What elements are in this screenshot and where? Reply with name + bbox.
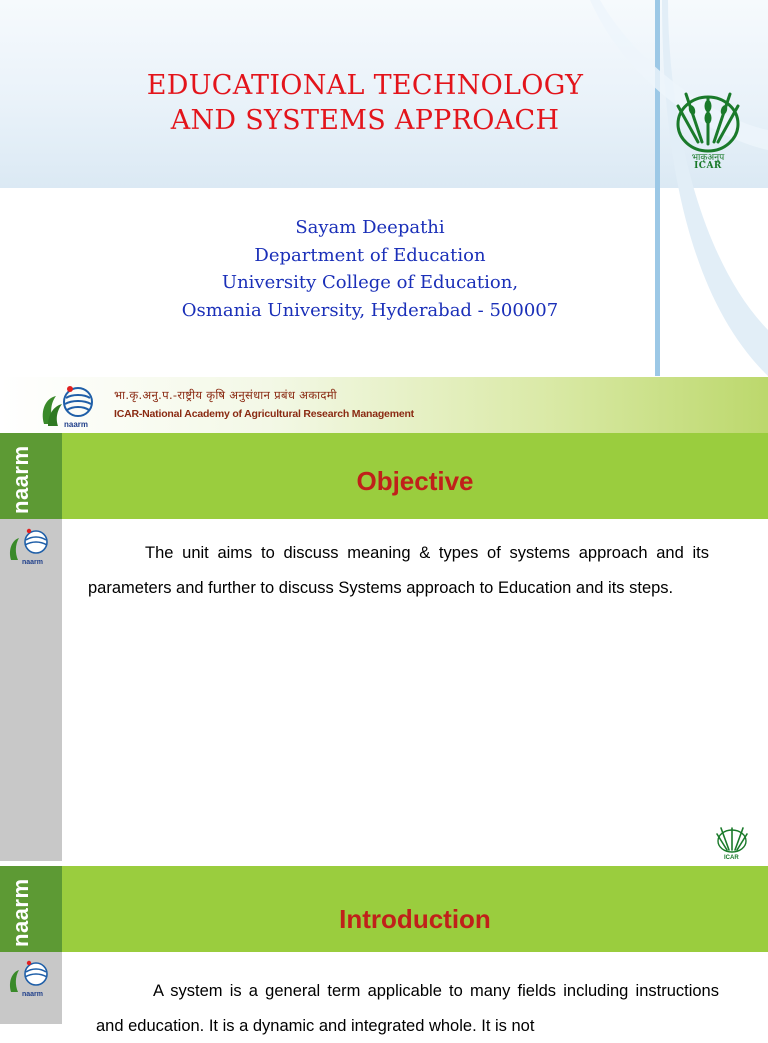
- author-block: [150, 214, 590, 324]
- introduction-heading: Introduction: [339, 904, 491, 934]
- svg-text:naarm: naarm: [22, 991, 44, 998]
- banner-hindi-text: भा.कृ.अनु.प.-राष्ट्रीय कृषि अनुसंधान प्रबंध अकादमी: [114, 388, 337, 402]
- author-college: University College of Education,: [221, 272, 519, 293]
- sidebar-naarm-label-2: naarm: [8, 878, 33, 947]
- naarm-logo-icon: [40, 384, 104, 430]
- title-line-2: AND SYSTEMS APPROACH: [170, 105, 560, 136]
- icar-label: ICAR: [694, 161, 722, 171]
- objective-heading: Objective: [356, 466, 474, 496]
- banner-english-text: ICAR-National Academy of Agricultural Research Management: [114, 408, 414, 420]
- naarm-banner: [0, 377, 768, 433]
- title-slide: [0, 0, 768, 376]
- author-university: Osmania University, Hyderabad - 500007: [181, 299, 559, 321]
- objective-paragraph: The unit aims to discuss meaning & types of systems approach and its parameters and further to discuss Systems approach to Education and its steps.: [88, 544, 709, 597]
- author-name: Sayam Deepathi: [295, 217, 445, 238]
- naarm-small-icon-2: [8, 958, 54, 998]
- svg-text:naarm: naarm: [22, 559, 44, 566]
- naarm-small-icon: [8, 526, 54, 566]
- title-line-1: EDUCATIONAL TECHNOLOGY: [146, 70, 584, 101]
- introduction-body: [96, 974, 719, 1043]
- svg-text:naarm: naarm: [64, 420, 89, 429]
- presentation-title: [60, 68, 670, 138]
- icar-small-icon: [714, 824, 750, 860]
- author-department: Department of Education: [254, 244, 486, 266]
- sidebar-grey: [0, 519, 62, 861]
- objective-body: [88, 536, 709, 605]
- introduction-paragraph: A system is a general term applicable to many fields including instructions and education. It is a dynamic and integrated whole. It is not: [96, 982, 719, 1035]
- svg-text:ICAR: ICAR: [724, 855, 739, 860]
- sidebar-naarm-label: naarm: [8, 445, 33, 514]
- icar-hindi-label: भाकृअनुप: [691, 153, 725, 163]
